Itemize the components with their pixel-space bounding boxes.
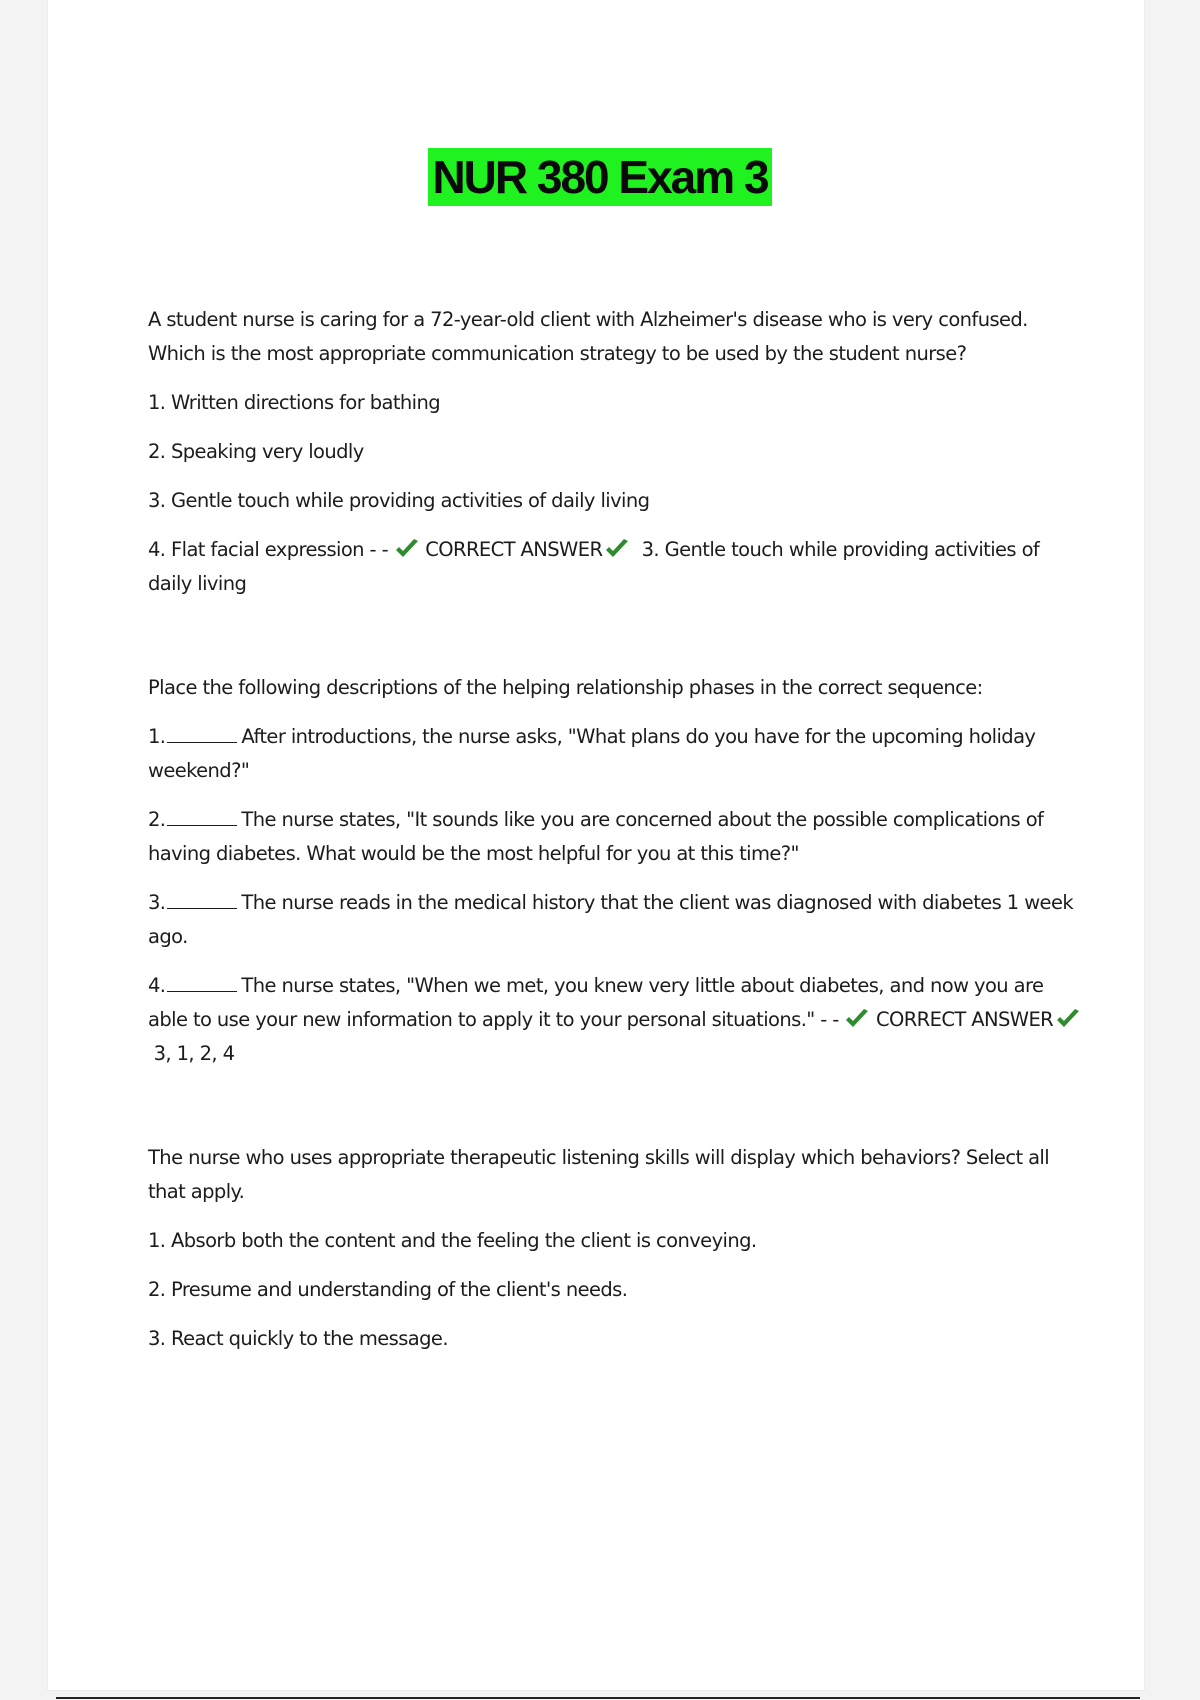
question-block-2 (148, 671, 1088, 1071)
sequence-text: The nurse states, "It sounds like you are concerned about the possible complications of having diabetes. What would be the most helpful for you at this time?" (148, 808, 1044, 865)
sequence-number: 1. (148, 725, 166, 748)
correct-answer-label: CORRECT ANSWER (875, 1008, 1054, 1031)
option-item: 3. Gentle touch while providing activities of daily living (148, 489, 650, 512)
sequence-text: The nurse reads in the medical history that the client was diagnosed with diabetes 1 week ago. (148, 891, 1074, 948)
option-text: 4. Flat facial expression - - (148, 538, 389, 561)
correct-answer-text: 3. Gentle touch while providing activities of daily living (148, 538, 1040, 595)
correct-answer-label: CORRECT ANSWER (425, 538, 603, 561)
question-text: Place the following descriptions of the helping relationship phases in the correct sequence: (148, 676, 983, 699)
question-block-3 (148, 1141, 1088, 1356)
checkmark-icon (604, 538, 630, 560)
answer-blank (167, 724, 237, 743)
page-bottom-divider (56, 1697, 1140, 1699)
checkmark-icon (394, 538, 420, 560)
sequence-number: 4. (148, 974, 166, 997)
answer-blank (167, 973, 237, 992)
sequence-item (148, 803, 1088, 871)
option-item: 2. Presume and understanding of the client's needs. (148, 1278, 628, 1301)
option-item: 1. Absorb both the content and the feeling the client is conveying. (148, 1229, 757, 1252)
checkmark-icon (844, 1008, 870, 1030)
sequence-item (148, 886, 1088, 954)
correct-answer-text: 3, 1, 2, 4 (153, 1042, 235, 1065)
sequence-item (148, 720, 1088, 788)
sequence-text: The nurse states, "When we met, you knew very little about diabetes, and now you are able to use your new information to apply it to your personal situations." - - (148, 974, 1044, 1031)
option-item: 2. Speaking very loudly (148, 440, 364, 463)
title-wrapper (0, 148, 1200, 206)
answer-blank (167, 890, 237, 909)
option-item: 3. React quickly to the message. (148, 1327, 448, 1350)
answer-blank (167, 807, 237, 826)
sequence-number: 2. (148, 808, 166, 831)
question-block-1 (148, 303, 1088, 601)
document-content (148, 303, 1088, 1426)
page-title: NUR 380 Exam 3 (428, 148, 771, 206)
sequence-text: After introductions, the nurse asks, "What plans do you have for the upcoming holiday weekend?" (148, 725, 1036, 782)
sequence-item-with-answer (148, 969, 1088, 1071)
sequence-number: 3. (148, 891, 166, 914)
checkmark-icon (1055, 1008, 1081, 1030)
option-item: 1. Written directions for bathing (148, 391, 441, 414)
question-text: A student nurse is caring for a 72-year-old client with Alzheimer's disease who is very confused. Which is the most appropriate communication strategy to be used by the student nurse? (148, 308, 1028, 365)
question-text: The nurse who uses appropriate therapeutic listening skills will display which behaviors? Select all that apply. (148, 1146, 1050, 1203)
option-item-with-answer (148, 533, 1088, 601)
